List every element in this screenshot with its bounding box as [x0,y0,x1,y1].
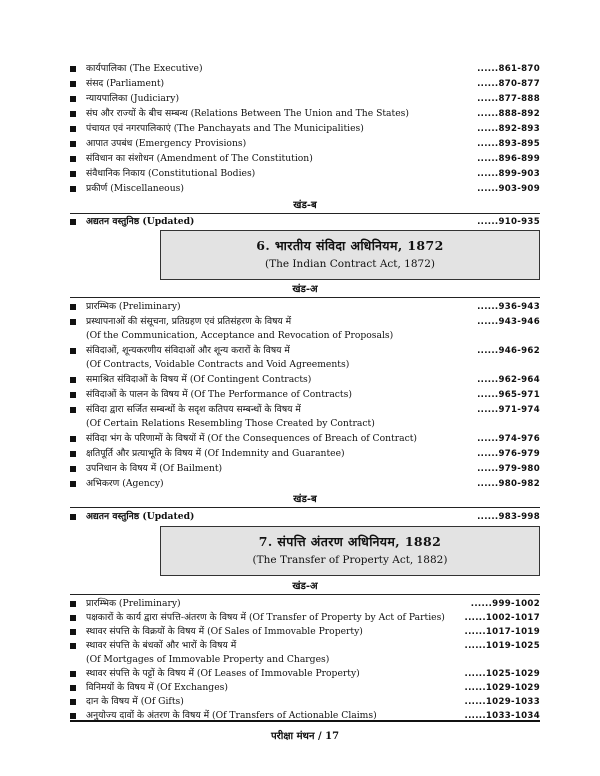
toc-entry: कार्यपालिका (The Executive) ......861-870 [70,62,540,76]
act-title-box [160,526,540,576]
bullet-icon [70,126,76,132]
toc-entry: प्रारम्भिक (Preliminary) ......999-1002 [70,597,540,611]
divider [70,594,540,595]
toc-entry-updated: अद्यतन वस्तुनिष्ठ (Updated) ......910-935 [70,215,540,229]
toc-entry: विनिमयों के विषय में (Of Exchanges) ......1029-1029 [70,681,540,695]
bullet-icon [70,186,76,192]
bullet-icon [70,615,76,621]
toc-entry-label: अनुयोज्य दावों के अंतरण के विषय में (Of Transfers of Actionable Claims) [86,710,377,721]
bullet-icon [70,156,76,162]
toc-entry: संवैधानिक निकाय (Constitutional Bodies) ......899-903 [70,167,540,181]
bullet-icon [70,481,76,487]
divider [70,297,540,298]
bullet-icon [70,713,76,719]
toc-entry: संविदाओं के पालन के विषय में (Of The Performance of Contracts) ......965-971 [70,388,540,402]
bullet-icon [70,304,76,310]
bullet-icon [70,436,76,442]
toc-entry: समाश्रित संविदाओं के विषय में (Of Contingent Contracts) ......962-964 [70,373,540,387]
toc-entry: अभिकरण (Agency) ......980-982 [70,477,540,491]
toc-entry: स्थावर संपत्ति के विक्रयों के विषय में (Of Sales of Immovable Property) ......1017-1019 [70,625,540,639]
bullet-icon [70,219,76,225]
bullet-icon [70,111,76,117]
section-heading: खंड-अ [292,581,318,592]
toc-entry: प्रकीर्ण (Miscellaneous) ......903-909 [70,182,540,196]
bullet-icon [70,699,76,705]
section-heading: खंड-अ [292,284,318,295]
toc-entry: उपनिधान के विषय में (Of Bailment) ......979-980 [70,462,540,476]
page-footer: परीक्षा मंथन / 17 [270,731,340,742]
act-subtitle: (The Transfer of Property Act, 1882) [252,554,448,566]
bullet-icon [70,601,76,607]
bullet-icon [70,141,76,147]
bullet-icon [70,96,76,102]
toc-entry [70,709,540,723]
toc-entry: स्थावर संपत्ति के बंधकों और भारों के विषय में ......1019-1025 [70,639,540,653]
toc-entry-continuation: (Of Mortgages of Immovable Property and Charges) [86,654,330,665]
bullet-icon [70,171,76,177]
bullet-icon [70,671,76,677]
section-heading: खंड-ब [293,494,317,505]
toc-entry: पक्षकारों के कार्य द्वारा संपत्ति-अंतरण के विषय में (Of Transfer of Property by Act of Parties) ......1002-1017 [70,611,540,625]
bullet-icon [70,643,76,649]
bullet-icon [70,514,76,520]
toc-entry: दान के विषय में (Of Gifts) ......1029-1033 [70,695,540,709]
toc-entry: संसद (Parliament) ......870-877 [70,77,540,91]
bullet-icon [70,319,76,325]
toc-entry-continuation: (Of the Communication, Acceptance and Revocation of Proposals) [86,330,394,341]
toc-entry-continuation: (Of Certain Relations Resembling Those Created by Contract) [86,418,375,429]
bullet-icon [70,685,76,691]
act-title: 7. संपत्ति अंतरण अधिनियम, 1882 [258,534,442,549]
toc-entry: संविधान का संशोधन (Amendment of The Constitution) ......896-899 [70,152,540,166]
divider [70,507,540,508]
bullet-icon [70,466,76,472]
toc-entry: स्थावर संपत्ति के पट्टों के विषय में (Of Leases of Immovable Property) ......1025-1029 [70,667,540,681]
toc-entry: आपात उपबंध (Emergency Provisions) ......893-895 [70,137,540,151]
bullet-icon [70,348,76,354]
toc-entry-updated: अद्यतन वस्तुनिष्ठ (Updated) ......983-998 [70,510,540,524]
act-title: 6. भारतीय संविदा अधिनियम, 1872 [256,238,444,253]
toc-entry: न्यायपालिका (Judiciary) ......877-888 [70,92,540,106]
bullet-icon [70,66,76,72]
act-subtitle: (The Indian Contract Act, 1872) [265,258,435,270]
bullet-icon [70,407,76,413]
bullet-icon [70,81,76,87]
bullet-icon [70,377,76,383]
toc-entry: प्रस्थापनाओं की संसूचना, प्रतिग्रहण एवं प्रतिसंहरण के विषय में ......943-946 [70,315,540,329]
toc-entry: क्षतिपूर्ति और प्रत्याभूति के विषय में (Of Indemnity and Guarantee) ......976-979 [70,447,540,461]
toc-entry: संघ और राज्यों के बीच सम्बन्ध (Relations Between The Union and The States) ......888-892 [70,107,540,121]
section-heading: खंड-ब [293,200,317,211]
divider [70,213,540,214]
act-title-box [160,230,540,280]
toc-entry: संविदा द्वारा सर्जित सम्बन्धों के सदृश कतिपय सम्बन्धों के विषय में ......971-974 [70,403,540,417]
toc-entry-pages: ......1033-1034 [464,711,540,721]
toc-entry: संविदा भंग के परिणामों के विषयों में (Of the Consequences of Breach of Contract) ......974-976 [70,432,540,446]
toc-entry: प्रारम्भिक (Preliminary) ......936-943 [70,300,540,314]
bullet-icon [70,392,76,398]
bullet-icon [70,451,76,457]
toc-entry: संविदाओं, शून्यकरणीय संविदाओं और शून्य करारों के विषय में ......946-962 [70,344,540,358]
toc-entry: पंचायत एवं नगरपालिकाएं (The Panchayats and The Municipalities) ......892-893 [70,122,540,136]
toc-entry-continuation: (Of Contracts, Voidable Contracts and Void Agreements) [86,359,350,370]
bullet-icon [70,629,76,635]
